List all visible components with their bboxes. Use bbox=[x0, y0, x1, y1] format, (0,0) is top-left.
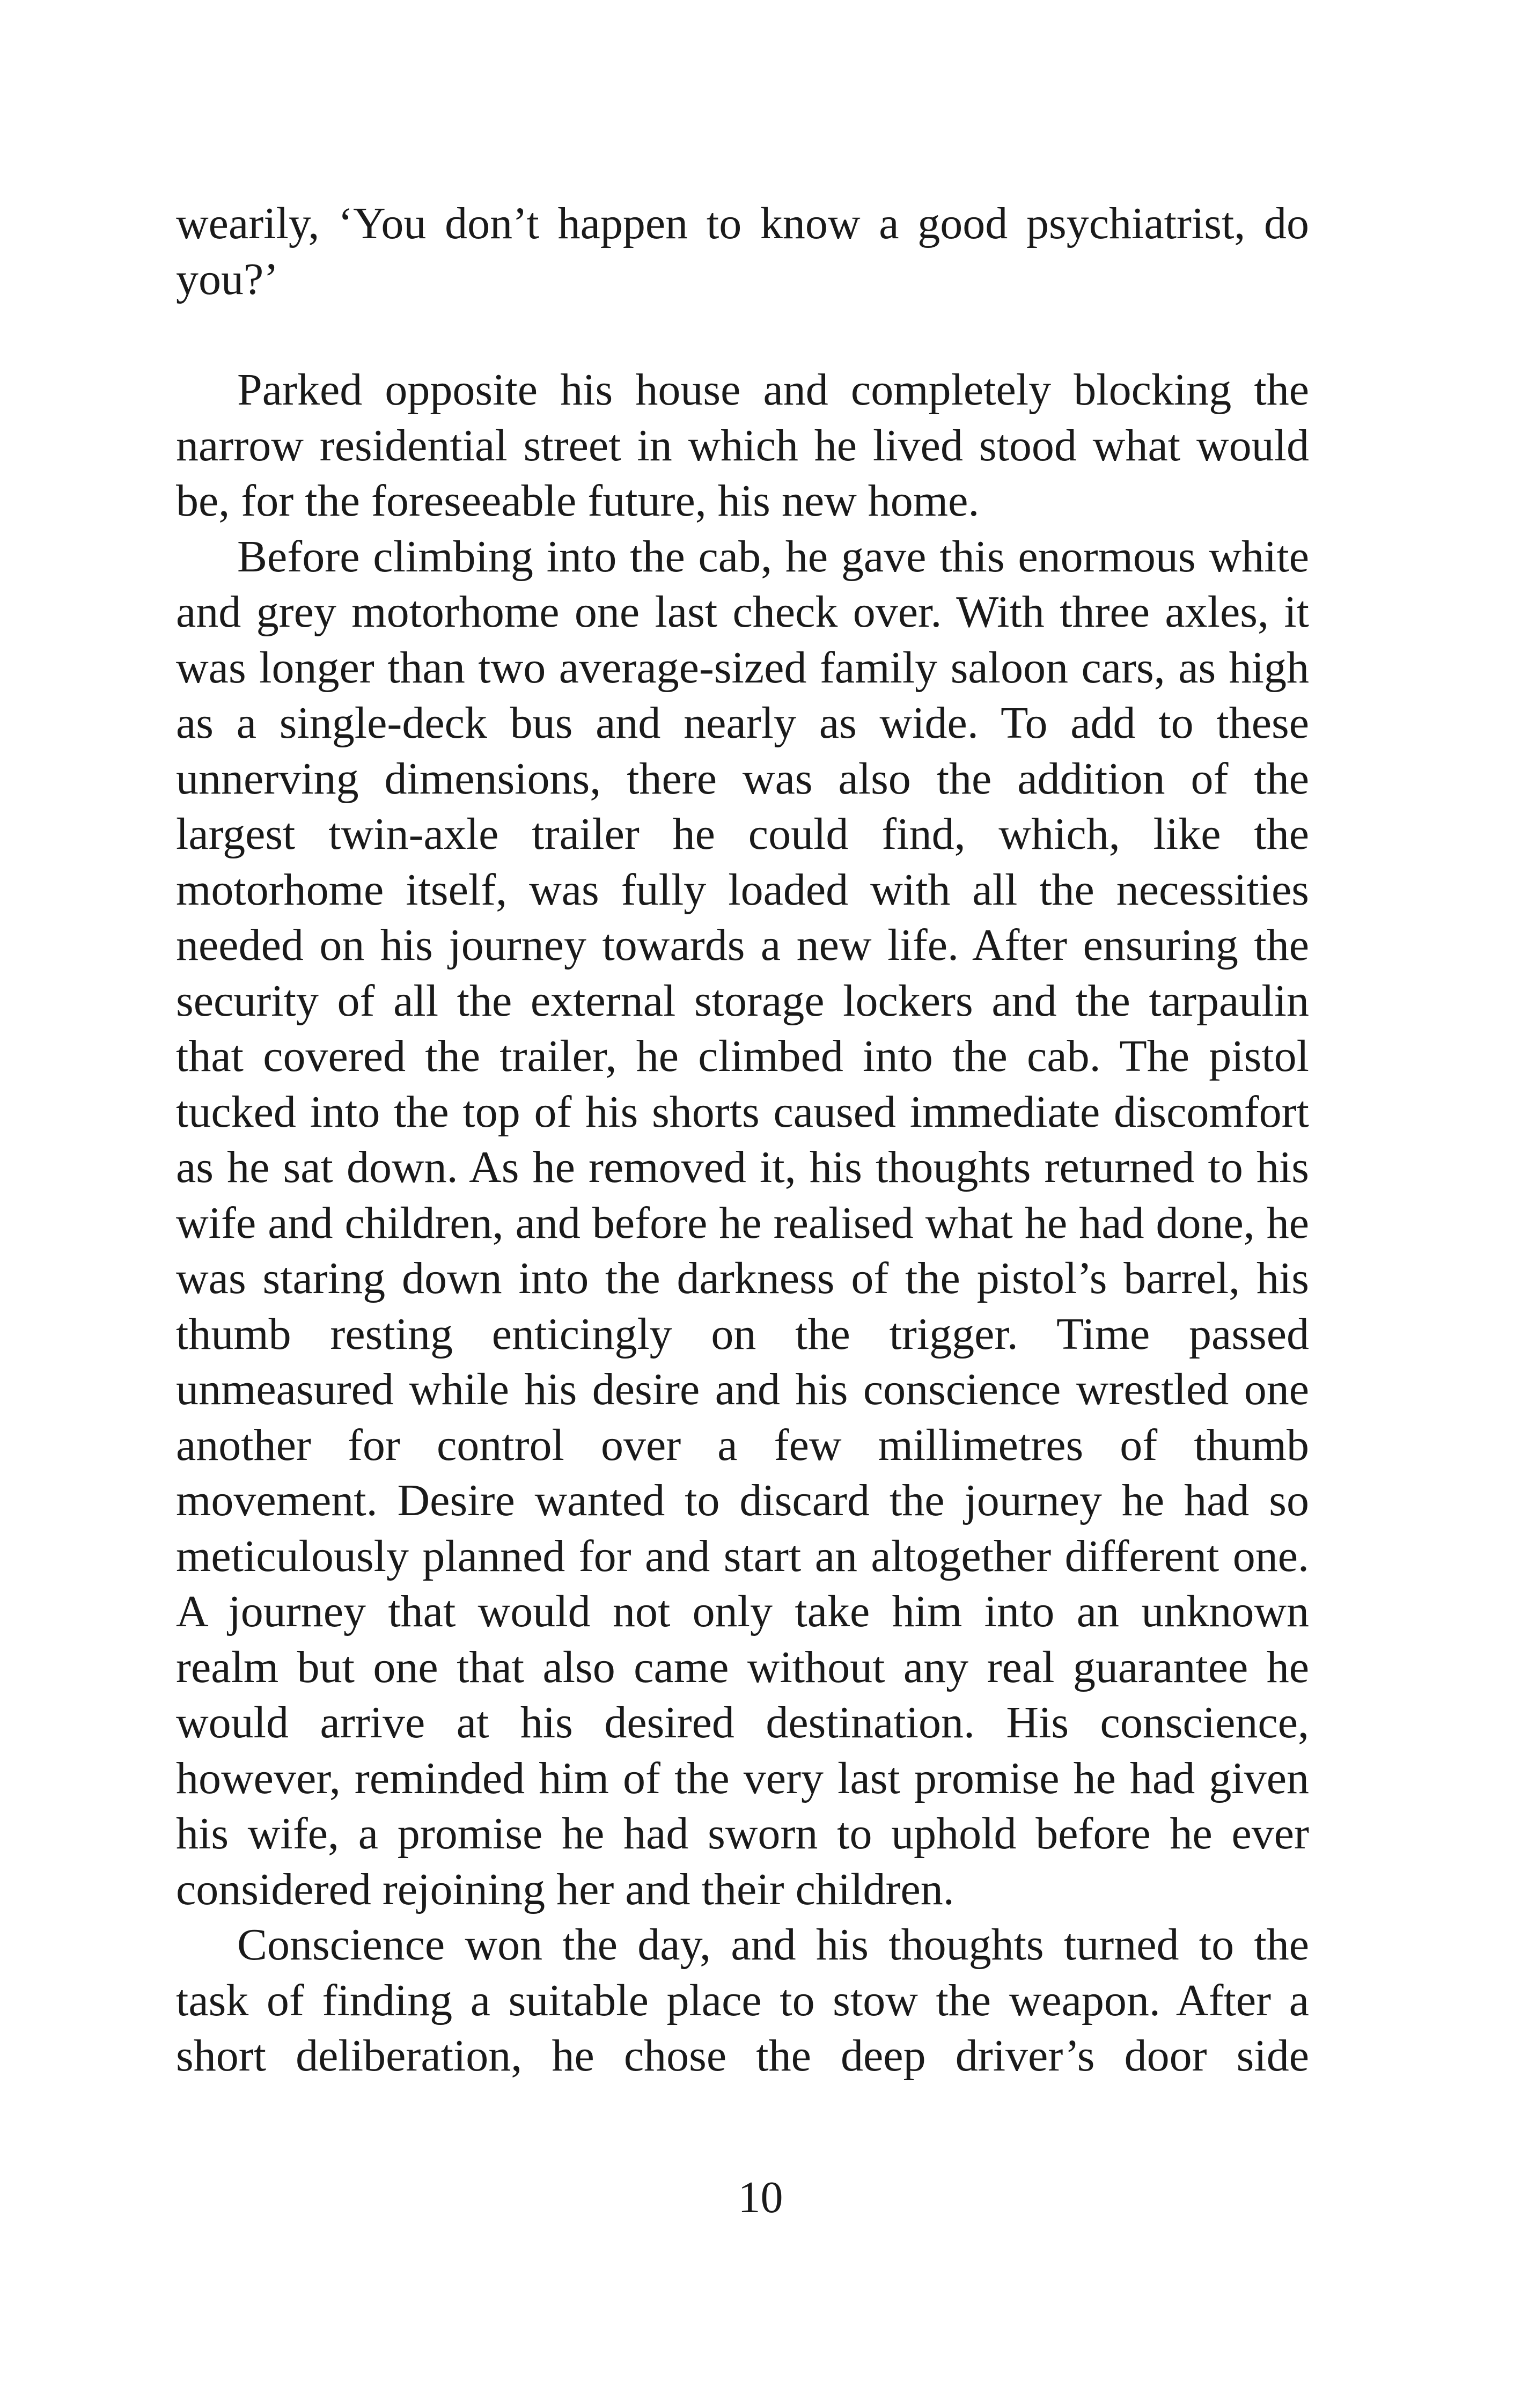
body-text bbox=[176, 196, 1309, 2084]
paragraph-conscience: Conscience won the day, and his thoughts turned to the task of finding a suitable place to stow the weapon. After a short deliberation, he chose the deep driver’s door side bbox=[176, 1920, 1309, 2081]
paragraph-continuation: wearily, ‘You don’t happen to know a good psychiatrist, do you?’ bbox=[176, 199, 1309, 304]
paragraph-parked: Parked opposite his house and completely blocking the narrow residential street in which he lived stood what would be, for the foreseeable future, his new home. bbox=[176, 365, 1309, 526]
page-number: 10 bbox=[738, 2172, 783, 2222]
paragraph-before-climbing: Before climbing into the cab, he gave this enormous white and grey motorhome one last check over. With three axles, it was longer than two average-sized family saloon cars, as high as a single-deck bus and nearly as wide. To add to these unnerving dimensions, there was also the addition of the largest twin-axle trailer he could find, which, like the motorhome itself, was fully loaded with all the necessities needed on his journey towards a new life. After ensuring the security of all the external storage lockers and the tarpaulin that covered the trailer, he climbed into the cab. The pistol tucked into the top of his shorts caused immediate discomfort as he sat down. As he removed it, his thoughts returned to his wife and children, and before he realised what he had done, he was staring down into the darkness of the pistol’s barrel, his thumb resting enticingly on the trigger. Time passed unmeasured while his desire and his conscience wrestled one another for control over a few millimetres of thumb movement. Desire wanted to discard the journey he had so meticulously planned for and start an altogether different one. A journey that would not only take him into an unknown realm but one that also came without any real guarantee he would arrive at his desired destination. His conscience, however, reminded him of the very last promise he had given his wife, a promise he had sworn to uphold before he ever considered rejoining her and their children. bbox=[176, 531, 1309, 1914]
